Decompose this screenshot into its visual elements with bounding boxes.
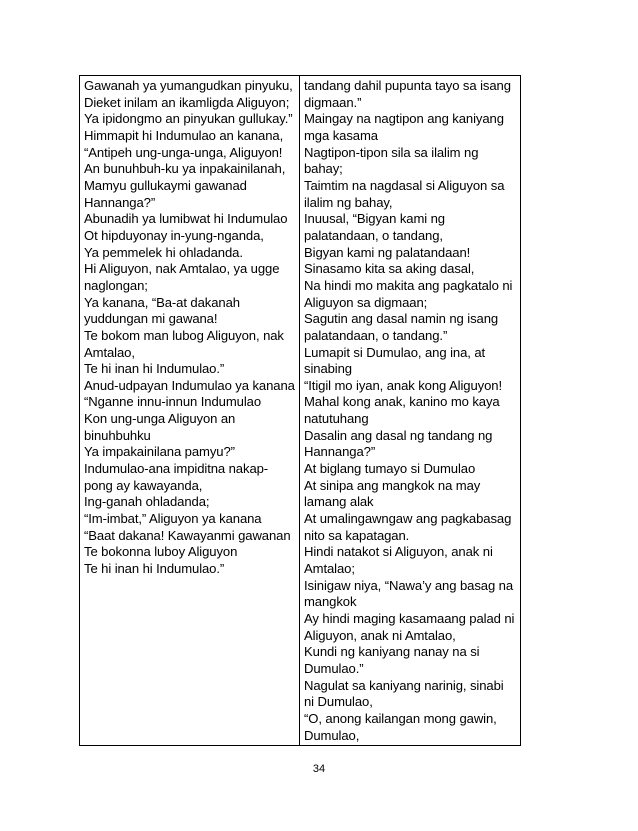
text-line: “Itigil mo iyan, anak kong Aliguyon!: [304, 377, 503, 393]
page-number: 34: [312, 763, 326, 775]
text-line: Amtalao;: [304, 561, 355, 577]
text-line: Dasalin ang dasal ng tandang ng: [304, 427, 493, 443]
text-line: “O, anong kailangan mong gawin,: [304, 710, 497, 726]
text-line: Lumapit si Dumulao, ang ina, at: [304, 344, 486, 360]
text-line: “Baat dakana! Kawayanmi gawanan: [84, 527, 291, 543]
text-line: Isinigaw niya, “Nawa’y ang basag na: [304, 577, 514, 593]
right-column-filipino-text: [300, 76, 520, 745]
text-line: Nagulat sa kaniyang narinig, sinabi: [304, 677, 504, 693]
text-line: Kon ung-unga Aliguyon an: [84, 411, 236, 427]
text-line: Te hi inan hi Indumulao.”: [84, 361, 225, 377]
text-line: Hannanga?”: [84, 194, 156, 210]
text-line: Abunadih ya lumibwat hi Indumulao: [84, 211, 288, 227]
text-line: An bunuhbuh-ku ya inpakainilanah,: [84, 161, 286, 177]
text-line: Inuusal, “Bigyan kami ng: [304, 211, 445, 227]
text-line: Ing-ganah ohladanda;: [84, 494, 210, 510]
text-line: pong ay kawayanda,: [84, 477, 203, 493]
text-line: “Nganne innu-innun Indumulao: [84, 394, 262, 410]
text-line: bahay;: [304, 161, 343, 177]
text-line: “Antipeh ung-unga-unga, Aliguyon!: [84, 144, 283, 160]
text-line: “Im-imbat,” Aliguyon ya kanana: [84, 511, 262, 527]
text-line: Himmapit hi Indumulao an kanana,: [84, 127, 284, 143]
text-line: Dumulao,: [304, 727, 360, 743]
text-line: [304, 744, 516, 745]
text-line: Nagtipon-tipon sila sa ilalim ng: [304, 144, 479, 160]
text-line: Te bokonna luboy Aliguyon: [84, 544, 238, 560]
text-line: Te hi inan hi Indumulao.”: [84, 561, 225, 577]
text-line: binuhbuhku: [84, 427, 151, 443]
text-line: tandang dahil pupunta tayo sa isang: [304, 78, 511, 93]
text-line: Ay hindi maging kasamaang palad ni: [304, 611, 515, 626]
text-line: Ya impakainilana pamyu?”: [84, 444, 235, 460]
text-line: At biglang tumayo si Dumulao: [304, 461, 476, 477]
text-line: ni Dumulao,: [304, 694, 373, 710]
text-line: Indumulao-ana impiditna nakap-: [84, 461, 269, 477]
left-column-ifugao-text: [80, 76, 300, 745]
text-line: Maingay na nagtipon ang kaniyang: [304, 111, 504, 127]
text-line: Dumulao.”: [304, 660, 364, 676]
text-line: At sinipa ang mangkok na may: [304, 477, 481, 493]
text-line: sinabing: [304, 361, 352, 377]
text-line: natutuhang: [304, 411, 369, 427]
text-line: Sagutin ang dasal namin ng isang: [304, 311, 499, 327]
text-line: Aliguyon, anak ni Amtalao,: [304, 627, 456, 643]
text-line: lamang alak: [304, 494, 374, 510]
text-line: Anud-udpayan Indumulao ya kanana: [84, 377, 295, 393]
text-line: Ya ipidongmo an pinyukan gullukay.”: [84, 111, 293, 127]
text-line: Sinasamo kita sa aking dasal,: [304, 261, 475, 277]
text-line: digmaan.”: [304, 94, 362, 110]
text-line: Hindi natakot si Aliguyon, anak ni: [304, 544, 493, 560]
text-line: naglongan;: [84, 277, 148, 293]
text-line: mga kasama: [304, 127, 378, 143]
text-line: Gawanah ya yumangudkan pinyuku,: [84, 78, 293, 93]
text-line: yuddungan mi gawana!: [84, 311, 218, 327]
text-line: Te bokom man lubog Aliguyon, nak: [84, 327, 284, 343]
text-line: mangkok: [304, 594, 357, 610]
text-line: Ya kanana, “Ba-at dakanah: [84, 294, 240, 310]
text-table: [79, 75, 521, 746]
text-line: Hannanga?”: [304, 444, 376, 460]
text-line: Ya pemmelek hi ohladanda.: [84, 244, 243, 260]
text-line: palatandaan, o tandang,: [304, 227, 443, 243]
text-line: Na hindi mo makita ang pagkatalo ni: [304, 277, 513, 293]
text-line: Dieket inilam an ikamligda Aliguyon;: [84, 94, 290, 110]
text-line: Aliguyon sa digmaan;: [304, 294, 428, 310]
text-line: Ot hipduyonay in-yung-nganda,: [84, 227, 264, 243]
text-line: Kundi ng kaniyang nanay na si: [304, 644, 480, 660]
text-line: palatandaan, o tandang.”: [304, 327, 448, 343]
text-line: nito sa kapatagan.: [304, 527, 410, 543]
text-line: At umalingawngaw ang pagkabasag: [304, 511, 512, 527]
text-line: Amtalao,: [84, 344, 135, 360]
text-line: Mamyu gullukaymi gawanad: [84, 177, 247, 193]
text-line: Taimtim na nagdasal si Aliguyon sa: [304, 177, 505, 193]
text-line: Mahal kong anak, kanino mo kaya: [304, 394, 500, 410]
text-line: Hi Aliguyon, nak Amtalao, ya ugge: [84, 261, 280, 277]
text-line: Bigyan kami ng palatandaan!: [304, 244, 471, 260]
text-line: ilalim ng bahay,: [304, 194, 393, 210]
